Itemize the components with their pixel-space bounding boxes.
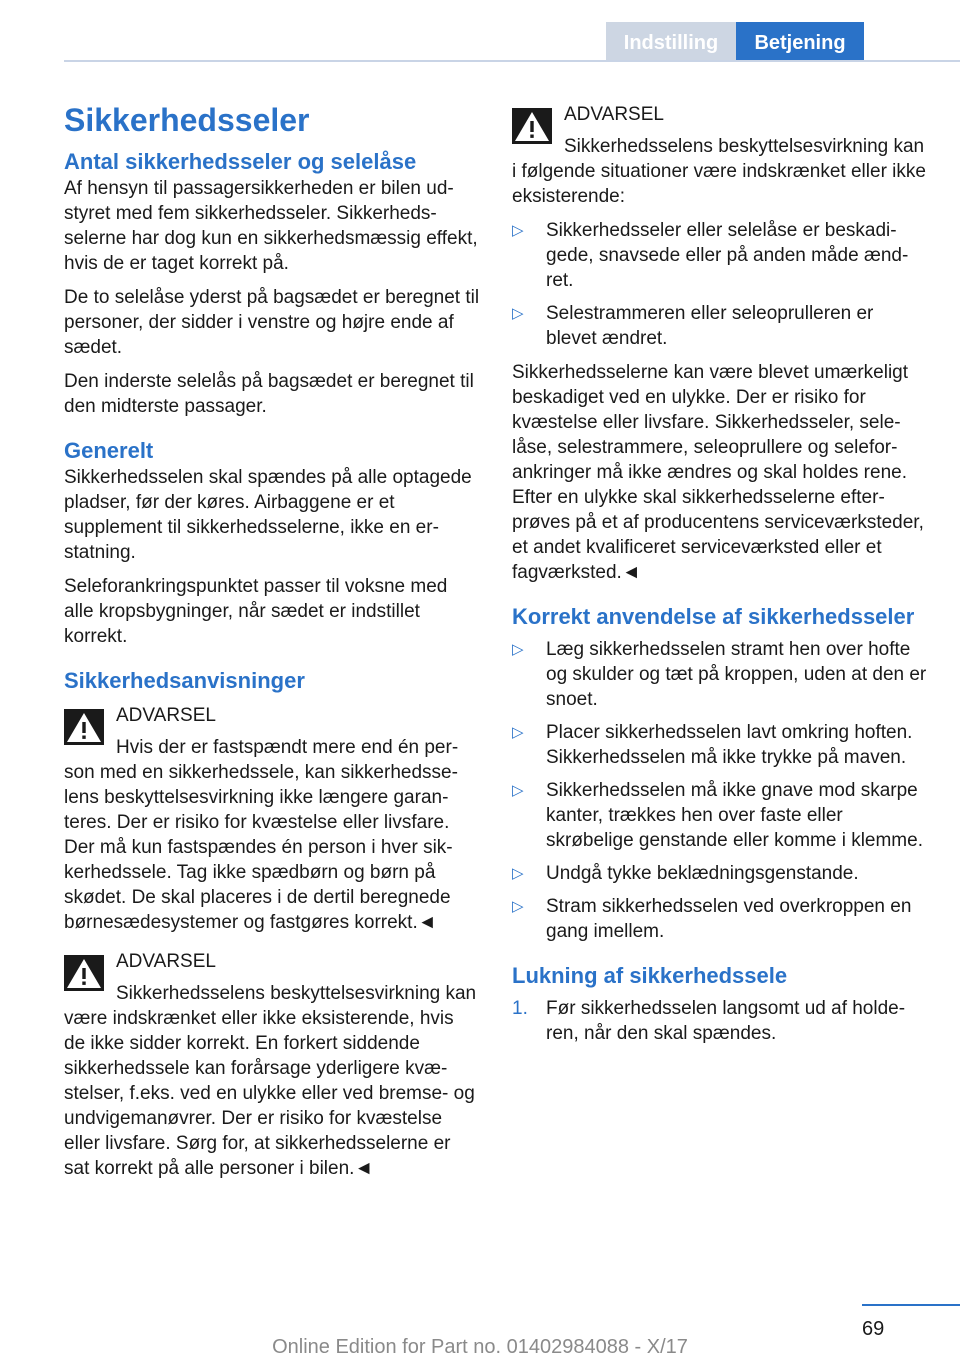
paragraph: Sikkerhedsselerne kan være blevet umærkeligt beskadiget ved en ulykke. Der er risiko for kvæstelse eller livsfare. Sikkerhedsseler, selelåse, selestrammere, seleoprullere og seleforankringer må ikke ændres og skal holdes rene. Efter en ulykke skal sikkerhedsselerne efterprøves på et af producentens serviceværksteder, et andet kvalificeret serviceværksted eller et fagværksted.◄ [512,362,924,583]
triangle-bullet-icon: ▷ [512,305,524,322]
numbered-step [512,996,928,1046]
right-column [512,102,928,1046]
list-item: ▷ Undgå tykke beklædningsgenstande. [512,863,859,884]
section-heading-sikkerhedsanvisninger: Sikkerhedsanvisninger [64,668,305,693]
page-number: 69 [862,1318,885,1340]
warning-triangle-icon [64,955,104,991]
warning-title: ADVARSEL [116,951,216,972]
edition-footer: Online Edition for Part no. 01402984088 - X/17 [272,1336,688,1358]
warning-list [512,218,928,351]
paragraph: Sikkerhedsselen skal spændes på alle optagede pladser, før der køres. Airbaggene er et supplement til sikkerhedsselerne, ikke en erstatning. [64,467,472,563]
paragraph: De to selelåse yderst på bagsædet er beregnet til personer, der sidder i venstre og højre ende af sædet. [64,287,480,358]
list-item: ▷ Selestrammeren eller seleoprulleren er blevet ændret. [512,303,874,349]
triangle-bullet-icon: ▷ [512,641,524,658]
section-heading-antal: Antal sikkerhedsseler og selelåse [64,149,417,174]
header-divider [64,60,960,62]
list-item: ▷ Stram sikkerhedsselen ved overkroppen en gang imellem. [512,896,912,942]
page-title: Sikkerhedsseler [64,102,310,138]
list-item: ▷ Sikkerhedsselen må ikke gnave mod skarpe kanter, trækkes hen over faste eller skrøbelige genstande eller komme i klemme. [512,780,923,851]
triangle-bullet-icon: ▷ [512,782,524,799]
triangle-bullet-icon: ▷ [512,865,524,882]
warning-triangle-icon [64,709,104,745]
page-header [0,0,960,62]
tab-indstilling[interactable]: Indstilling [606,22,736,62]
triangle-bullet-icon: ▷ [512,898,524,915]
warning-text: Sikkerhedsselens beskyttelsesvirkning kan i følgende situationer være indskrænket eller ikke eksisterende: [512,136,926,207]
list-item: ▷ Sikkerhedsseler eller selelåse er beskadigede, snavsede eller på anden måde ændret. [512,220,909,291]
section-heading-generelt: Generelt [64,438,154,463]
warning-text: Sikkerhedsselens beskyttelsesvirkning kan være indskrænket eller ikke eksisterende, hvis de ikke sidder korrekt. En forkert siddende sikkerhedssele kan forårsage yderligere kvæstelser, f.eks. ved en ulykke eller ved bremse- og undvigemanøvrer. Der er risiko for kvæstelse eller livsfare. Sørg for, at sikkerhedsselerne er sat korrekt på alle personer i bilen.◄ [64,983,477,1179]
warning-block [512,102,928,209]
paragraph: Seleforankringspunktet passer til voksne med alle kropsbygninger, når sædet er indstillet korrekt. [64,576,448,647]
triangle-bullet-icon: ▷ [512,222,524,239]
step-number: 1. [512,998,528,1019]
warning-title: ADVARSEL [116,705,216,726]
triangle-bullet-icon: ▷ [512,724,524,741]
list-item: ▷ Læg sikkerhedsselen stramt hen over hofte og skulder og tæt på kroppen, uden at den er snoet. [512,639,927,710]
step-text: Før sikkerhedsselen langsomt ud af holderen, når den skal spændes. [546,998,906,1044]
warning-text: Hvis der er fastspændt mere end én person med en sikkerhedssele, kan sikkerhedsselens beskyttelsesvirkning ikke længere garanteres. Der er risiko for kvæstelse eller livsfare. Der må kun fastspændes én person i hver sikkerhedssele. Tag ikke spædbørn og børn på skødet. De skal placeres i de dertil beregnede børnesædesystemer og fastgøres korrekt.◄ [64,737,459,933]
footer-divider [862,1304,960,1306]
paragraph: Den inderste selelås på bagsædet er beregnet til den midterste passager. [64,371,474,417]
usage-list [512,637,928,944]
section-heading-lukning: Lukning af sikkerhedssele [512,963,788,988]
list-item: ▷ Placer sikkerhedsselen lavt omkring hoften. Sikkerhedsselen må ikke trykke på maven. [512,722,913,768]
section-heading-korrekt-anvendelse: Korrekt anvendelse af sikkerhedsseler [512,604,915,629]
warning-triangle-icon [512,108,552,144]
warning-block [64,703,480,935]
left-column [64,96,480,1195]
warning-title: ADVARSEL [564,104,664,125]
paragraph: Af hensyn til passagersikkerheden er bilen udstyret med fem sikkerhedsseler. Sikkerhedsselerne har dog kun en sikkerhedsmæssig effekt, hvis de er taget korrekt på. [64,178,478,274]
tab-betjening[interactable]: Betjening [736,22,864,62]
warning-block [64,949,480,1181]
